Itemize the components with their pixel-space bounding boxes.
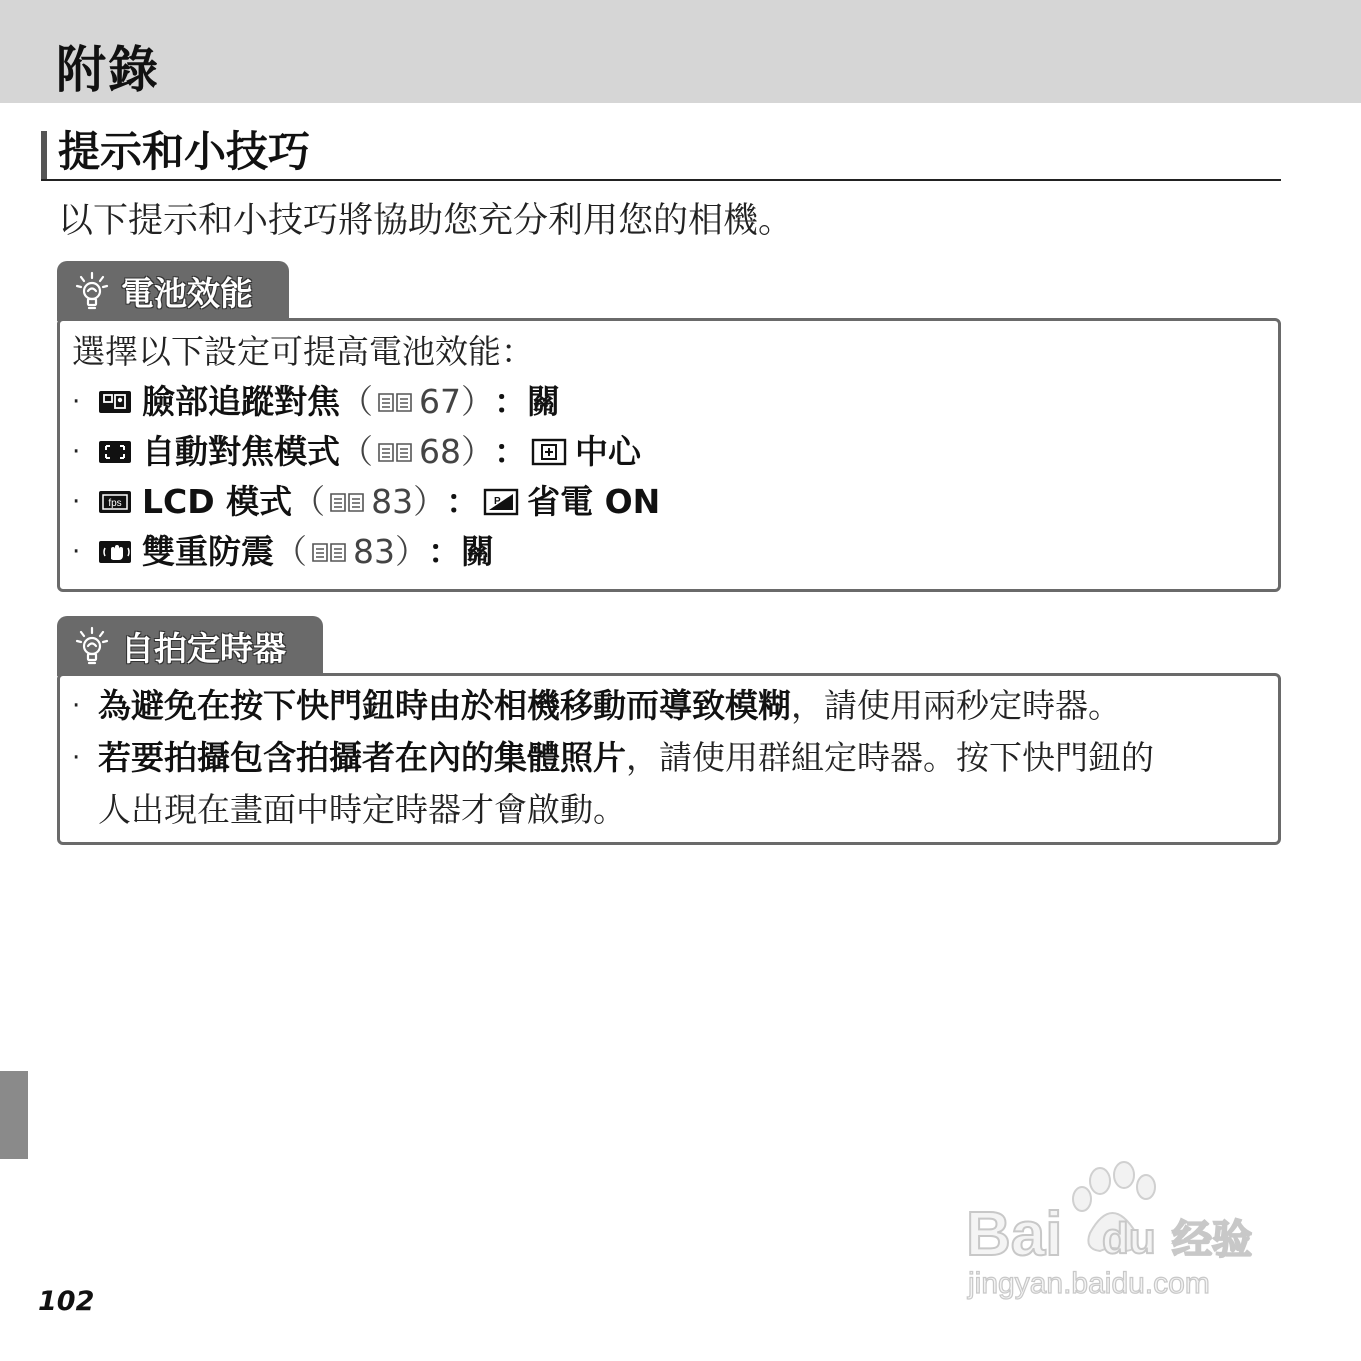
- svg-text:jingyan.baidu.com: jingyan.baidu.com: [968, 1267, 1210, 1300]
- page-reference: （ 83 ）: [274, 532, 428, 571]
- section-title-marker: [41, 131, 47, 181]
- list-item: · 自動對焦模式 （ 68 ） ： 中心: [72, 427, 1266, 477]
- list-item: · fps LCD 模式 （ 83 ） ： P 省電 ON: [72, 477, 1266, 527]
- list-item: · 臉部追蹤對焦 （ 67 ） ： 關: [72, 377, 1266, 427]
- book-icon: [329, 491, 365, 513]
- tip-box-battery: [57, 318, 1281, 592]
- page-reference: （ 68 ）: [340, 432, 494, 471]
- lcd-fps-icon: [98, 489, 132, 515]
- tip-tab-label: 自拍定時器: [121, 628, 286, 668]
- dual-is-icon: [98, 539, 132, 565]
- baidu-watermark: [962, 1155, 1282, 1305]
- book-icon: [311, 541, 347, 563]
- chapter-header-band: [0, 0, 1361, 103]
- lightbulb-icon: [75, 271, 109, 311]
- tip-tab-label: 電池效能: [121, 273, 253, 313]
- setting-value: 中心: [575, 432, 641, 471]
- tip-tab-self-timer: [57, 616, 323, 676]
- setting-value: 關: [461, 532, 494, 571]
- section-title: 提示和小技巧: [58, 127, 311, 176]
- bullet: ·: [72, 691, 81, 721]
- svg-text:经验: 经验: [1172, 1218, 1252, 1262]
- bullet: ·: [72, 437, 81, 467]
- power-save-icon: [483, 488, 519, 516]
- tip-lead: 選擇以下設定可提高電池效能：: [72, 332, 534, 371]
- svg-text:P: P: [494, 496, 501, 507]
- section-intro: 以下提示和小技巧將協助您充分利用您的相機。: [58, 201, 794, 241]
- af-mode-icon: [98, 439, 132, 465]
- book-icon: [377, 441, 413, 463]
- tip-box-self-timer: [57, 673, 1281, 845]
- tip-tab-battery: [57, 261, 289, 321]
- bullet: ·: [72, 743, 81, 773]
- lightbulb-icon: [75, 626, 109, 666]
- page-number: 102: [38, 1286, 95, 1317]
- setting-value: 關: [527, 382, 560, 421]
- page-reference: （ 83 ）: [292, 482, 447, 521]
- svg-text:du: du: [1102, 1214, 1156, 1263]
- face-detection-icon: [98, 389, 132, 415]
- bullet: ·: [72, 487, 81, 517]
- baidu-paw-logo: [962, 1155, 1282, 1305]
- af-center-icon: [531, 438, 567, 466]
- list-item: · 雙重防震 （ 83 ） ： 關: [72, 527, 1266, 577]
- book-icon: [377, 391, 413, 413]
- list-item: · 若要拍攝包含拍攝者在內的集體照片，請使用群組定時器。按下快門鈕的 人出現在畫面中時定時器才會啟動。: [72, 732, 1266, 836]
- chapter-title: 附錄: [56, 41, 160, 99]
- setting-value: 省電 ON: [527, 482, 661, 521]
- chapter-thumb-tab: [0, 1071, 28, 1159]
- section-divider: [41, 179, 1281, 181]
- list-item: · 為避免在按下快門鈕時由於相機移動而導致模糊，請使用兩秒定時器。: [72, 680, 1266, 732]
- svg-text:fps: fps: [108, 498, 122, 509]
- svg-text:Bai: Bai: [966, 1200, 1063, 1269]
- bullet: ·: [72, 537, 81, 567]
- bullet: ·: [72, 387, 81, 417]
- page-reference: （ 67 ）: [340, 382, 494, 421]
